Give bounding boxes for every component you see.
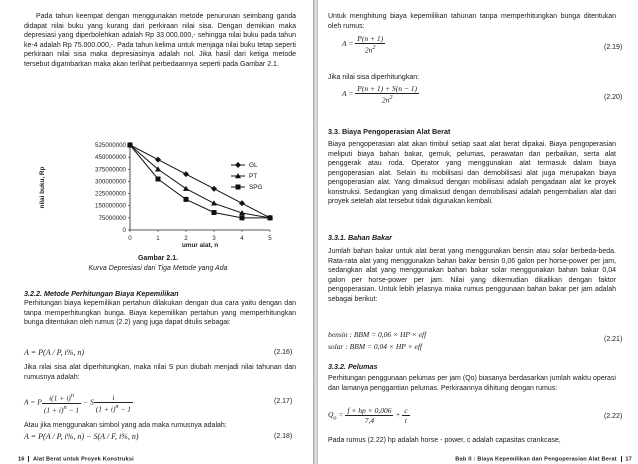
x-tick-label: 1 — [156, 235, 160, 242]
equation-2-16: A = P(A / P, i%, n) — [24, 348, 85, 357]
depreciation-chart — [18, 133, 278, 249]
equation-2-20-number: (2.20) — [604, 94, 623, 101]
right-intro-paragraph: Untuk menghitung biaya kepemilikan tahunan tanpa memperhitungkan bunga ditentukan oleh rumus: — [328, 13, 616, 30]
equation-2-16-number: (2.16) — [274, 349, 293, 356]
y-axis-label: nilai buku, Rp — [39, 166, 46, 209]
series-line-gl — [130, 145, 270, 218]
data-point-pt — [183, 186, 189, 191]
intro-paragraph: Pada tahun keempat dengan menggunakan metode penurunan seimbang ganda didapat nilai buku yang kurang dari perkiraan nilai sisa. Dengan demikian maka depresiasi yang diperbolehkan adalah Rp 33.000.000,- sehingga nilai buku pada tahun ke-4 adalah Rp 75.000.000,-. Pada tahun kelima untuk menjaga nilai buku tetap seperti perkiraan nilai sisa maka depresiasinya adalah nol. Jika hasil dari ketiga metode tersebut digambarkan maka akan terlihat perbedaannya seperti pada Gambar 2.1. — [24, 13, 296, 68]
data-point-gl — [155, 157, 161, 163]
data-point-pt — [211, 200, 217, 205]
y-tick-label: 225000000 — [95, 190, 126, 198]
equation-2-20: A = $\frac{P(n + 1) + S(n - 1)}{2n^2}$ — [342, 84, 418, 105]
y-tick-label: 375000000 — [95, 166, 126, 174]
y-tick-label: 525000000 — [95, 142, 126, 149]
x-tick-label: 0 — [128, 235, 132, 242]
left-footer — [18, 456, 134, 462]
data-point-spg — [184, 197, 189, 202]
x-tick-label: 3 — [212, 235, 216, 242]
figure-caption: Kurva Depresiasi dari Tiga Metode yang Ada — [88, 265, 228, 272]
data-point-spg — [240, 215, 245, 220]
y-tick-label: 300000000 — [95, 178, 126, 186]
paragraph-3-3: Biaya pengoperasian alat akan timbul setiap saat alat berat dipakai. Biaya pengoperasian meliputi biaya bahan bakar, gemuk, pelumas, perawatan dan perbaikan, serta alat penggerak atau roda. Operator yang menggunakan alat termasuk dalam biaya pengoperasian alat. Selain itu mobilisasi dan demobilisasi alat juga merupakan biaya pengoperasian alat. Yang dimaksud dengan mobilisasi adalah pengadaan alat ke proyek konstruksi. Sedangkan yang dimaksud dengan demobilisasi adalah pengembalian alat dari proyek setelah alat tersebut tidak digunakan kembali. — [328, 141, 616, 205]
left-footer-title: Alat Berat untuk Proyek Konstruksi — [32, 456, 134, 462]
right-page-number: 17 — [625, 456, 632, 462]
x-tick-label: 4 — [240, 235, 244, 242]
right-salvage-paragraph: Jika nilai sisa diperhitungkan: — [328, 74, 420, 81]
paragraph-3-3-1: Jumlah bahan bakar untuk alat berat yang menggunakan bensin atau solar berbeda-beda. Rata-rata alat yang menggunakan bahan bakar bensin 0,06 galon per horse-power per jam, sedangkan alat yang menggunakan bahan bakar solar menggunakan bahan bakar 0,04 galon per horse-power per jam. Nilai yang dikemudian dikalikan dengan faktor pengoperasian. Untuk lebih jelasnya maka rumus penggunaan bahan bakar per jam adalah sebagai berikut: — [328, 248, 616, 303]
legend-label-spg: SPG — [249, 184, 263, 192]
equation-2-18-number: (2.18) — [274, 433, 293, 440]
paragraph-rumus-2-22: Pada rumus (2.22) hp adalah horse - power, c adalah capasitas crankcase, — [328, 437, 561, 444]
paragraph-salvage: Jika nilai sisa alat diperhitungkan, maka nilai S pun diubah menjadi nilai tahunan dan rumusnya adalah: — [24, 364, 296, 381]
data-point-gl — [211, 186, 217, 192]
right-page — [316, 0, 638, 464]
x-axis-label: umur alat, n — [181, 242, 219, 249]
equation-2-18: A = P(A / P, i%, n) − S(A / F, i%, n) — [24, 432, 139, 441]
legend-marker-gl — [235, 162, 241, 168]
equation-2-22-number: (2.22) — [604, 413, 623, 420]
data-point-gl — [239, 200, 245, 206]
data-point-spg — [156, 177, 161, 182]
y-tick-label: 0 — [122, 227, 126, 234]
section-322-paragraph: Perhitungan biaya kepemilikan pertahun dilakukan dengan dua cara yaitu dengan dan tanpa memperhitungkan bunga. Biaya kepemilikan pertahun yang memperhitungkan bunga ditentukan oleh rumus (2.2) yang juga dapat ditulis sebagai: — [24, 300, 296, 326]
heading-3-3-2: 3.3.2. Pelumas — [328, 362, 378, 371]
equation-bensin: bensin : BBM = 0,06 × HP × eff — [328, 330, 427, 339]
data-point-spg — [268, 215, 273, 220]
y-tick-label: 75000000 — [98, 214, 126, 222]
data-point-gl — [183, 171, 189, 177]
equation-2-17-number: (2.17) — [274, 398, 293, 405]
x-tick-label: 2 — [184, 235, 188, 242]
right-footer — [455, 456, 632, 462]
equation-2-22: $Q_o$ = $\frac{f \times hp \times 0,006}{7,4}$ + $\frac{c}{t}$ — [328, 406, 408, 425]
equation-solar: solar : BBM = 0,04 × HP × eff — [328, 342, 422, 351]
x-tick-label: 5 — [268, 235, 272, 242]
right-footer-title: Bab II : Biaya Kepemilikan dan Pengoperasian Alat Berat — [455, 456, 617, 462]
y-tick-label: 450000000 — [95, 154, 126, 162]
heading-3-3: 3.3. Biaya Pengoperasian Alat Berat — [328, 127, 451, 136]
y-tick-label: 150000000 — [95, 202, 126, 210]
heading-3-3-1: 3.3.1. Bahan Bakar — [328, 233, 392, 242]
equation-2-17: A = P $\frac{i(1 + i)^n}{(1 + i)^n - 1}$ − S $\frac{i}{(1 + i)^n - 1}$ — [24, 392, 132, 414]
legend-marker-spg — [236, 185, 241, 190]
data-point-spg — [212, 210, 217, 215]
paragraph-symbol: Atau jika menggunakan simbol yang ada maka rumusnya adalah: — [24, 422, 227, 429]
equation-2-19-number: (2.19) — [604, 44, 623, 51]
legend-label-gl: GL — [249, 162, 258, 170]
legend-label-pt: PT — [249, 173, 258, 181]
equation-2-19: A = $\frac{P(n + 1)}{2n^2}$ — [342, 34, 384, 55]
equation-2-21-number: (2.21) — [604, 336, 623, 343]
left-page-number: 16 — [18, 456, 25, 462]
paragraph-3-3-2: Perhitungan penggunaan pelumas per jam (Qo) biasanya berdasarkan jumlah waktu operasi dan lamanya penggantian pelumas. Perkiraannya dihitung dengan rumus: — [328, 375, 616, 392]
data-point-spg — [128, 143, 133, 148]
left-page — [0, 0, 316, 464]
figure-title: Gambar 2.1. — [137, 255, 179, 262]
section-heading-322: 3.2.2. Metode Perhitungan Biaya Kepemilikan — [24, 289, 179, 298]
